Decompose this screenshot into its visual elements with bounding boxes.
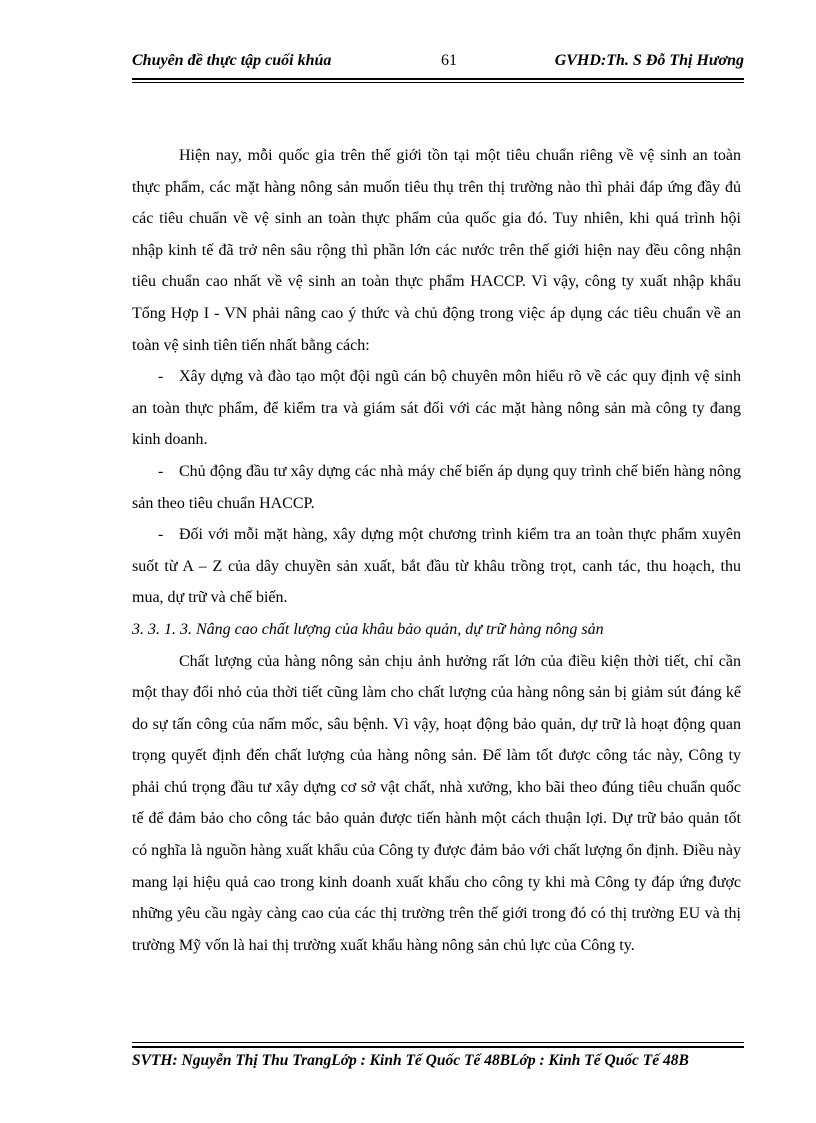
footer-rule-thin xyxy=(132,1042,744,1043)
bullet-dash: - xyxy=(158,368,164,386)
page-header xyxy=(132,50,744,78)
bullet-item xyxy=(132,456,741,519)
section-heading: 3. 3. 1. 3. Nâng cao chất lượng của khâu bảo quản, dự trữ hàng nông sản xyxy=(132,620,604,638)
page-footer: SVTH: Nguyễn Thị Thu TrangLớp : Kinh Tế Quốc Tế 48BLớp : Kinh Tế Quốc Tế 48B xyxy=(132,1052,689,1069)
bullet-dash: - xyxy=(158,526,164,544)
header-rule-thin xyxy=(132,82,744,83)
header-rule-thick xyxy=(132,78,744,80)
header-title: Chuyên đề thực tập cuối khúa xyxy=(132,52,332,69)
header-advisor: GVHD:Th. S Đỗ Thị Hương xyxy=(554,52,744,69)
page-number: 61 xyxy=(441,52,457,69)
bullet-item xyxy=(132,519,741,614)
bullet-item xyxy=(132,361,741,456)
bullet-text: Đối với mỗi mặt hàng, xây dựng một chương trình kiểm tra an toàn thực phẩm xuyên suốt từ A – Z của dây chuyền sản xuất, bắt đầu từ khâu trồng trọt, canh tác, thu hoạch, thu mua, dự trữ và chế biến. xyxy=(132,526,741,607)
body-text xyxy=(132,140,741,961)
paragraph-storage: Chất lượng của hàng nông sản chịu ảnh hưởng rất lớn của điều kiện thời tiết, chỉ cần một thay đổi nhỏ của thời tiết cũng làm cho chất lượng của hàng nông sản bị giảm sút đáng kể do sự tấn công của nấm mốc, sâu bệnh. Vì vậy, hoạt động bảo quản, dự trữ là hoạt động quan trọng quyết định đến chất lượng của hàng nông sản. Để làm tốt được công tác này, Công ty phải chú trọng đầu tư xây dựng cơ sở vật chất, nhà xưởng, kho bãi theo đúng tiêu chuẩn quốc tế để đảm bảo cho công tác bảo quản được tiến hành một cách thuận lợi. Dự trữ bảo quản tốt có nghĩa là nguồn hàng xuất khẩu của Công ty được đảm bảo với chất lượng ổn định. Điều này mang lại hiệu quả cao trong kinh doanh xuất khẩu cho công ty khi mà Công ty đáp ứng được những yêu cầu ngày càng cao của các thị trường trên thế giới trong đó có thị trường EU và thị trường Mỹ vốn là hai thị trường xuất khẩu hàng nông sản chủ lực của Công ty. xyxy=(132,652,741,954)
bullet-text: Chủ động đầu tư xây dựng các nhà máy chế biến áp dụng quy trình chế biến hàng nông sản theo tiêu chuẩn HACCP. xyxy=(132,462,741,512)
paragraph-intro: Hiện nay, mỗi quốc gia trên thế giới tồn tại một tiêu chuẩn riêng về vệ sinh an toàn thực phẩm, các mặt hàng nông sản muốn tiêu thụ trên thị trường nào thì phải đáp ứng đầy đủ các tiêu chuẩn về vệ sinh an toàn thực phẩm của quốc gia đó. Tuy nhiên, khi quá trình hội nhập kinh tế đã trở nên sâu rộng thì phần lớn các nước trên thế giới hiện nay đều công nhận tiêu chuẩn cao nhất về vệ sinh an toàn thực phẩm HACCP. Vì vậy, công ty xuất nhập khẩu Tổng Hợp I - VN phải nâng cao ý thức và chủ động trong việc áp dụng các tiêu chuẩn về an toàn vệ sinh tiên tiến nhất bằng cách: xyxy=(132,147,741,354)
bullet-text: Xây dựng và đào tạo một đội ngũ cán bộ chuyên môn hiểu rõ về các quy định vệ sinh an toàn thực phẩm, để kiểm tra và giám sát đối với các mặt hàng nông sản mà công ty đang kinh doanh. xyxy=(132,368,741,449)
footer-rule-thick xyxy=(132,1046,744,1048)
bullet-dash: - xyxy=(158,462,164,480)
